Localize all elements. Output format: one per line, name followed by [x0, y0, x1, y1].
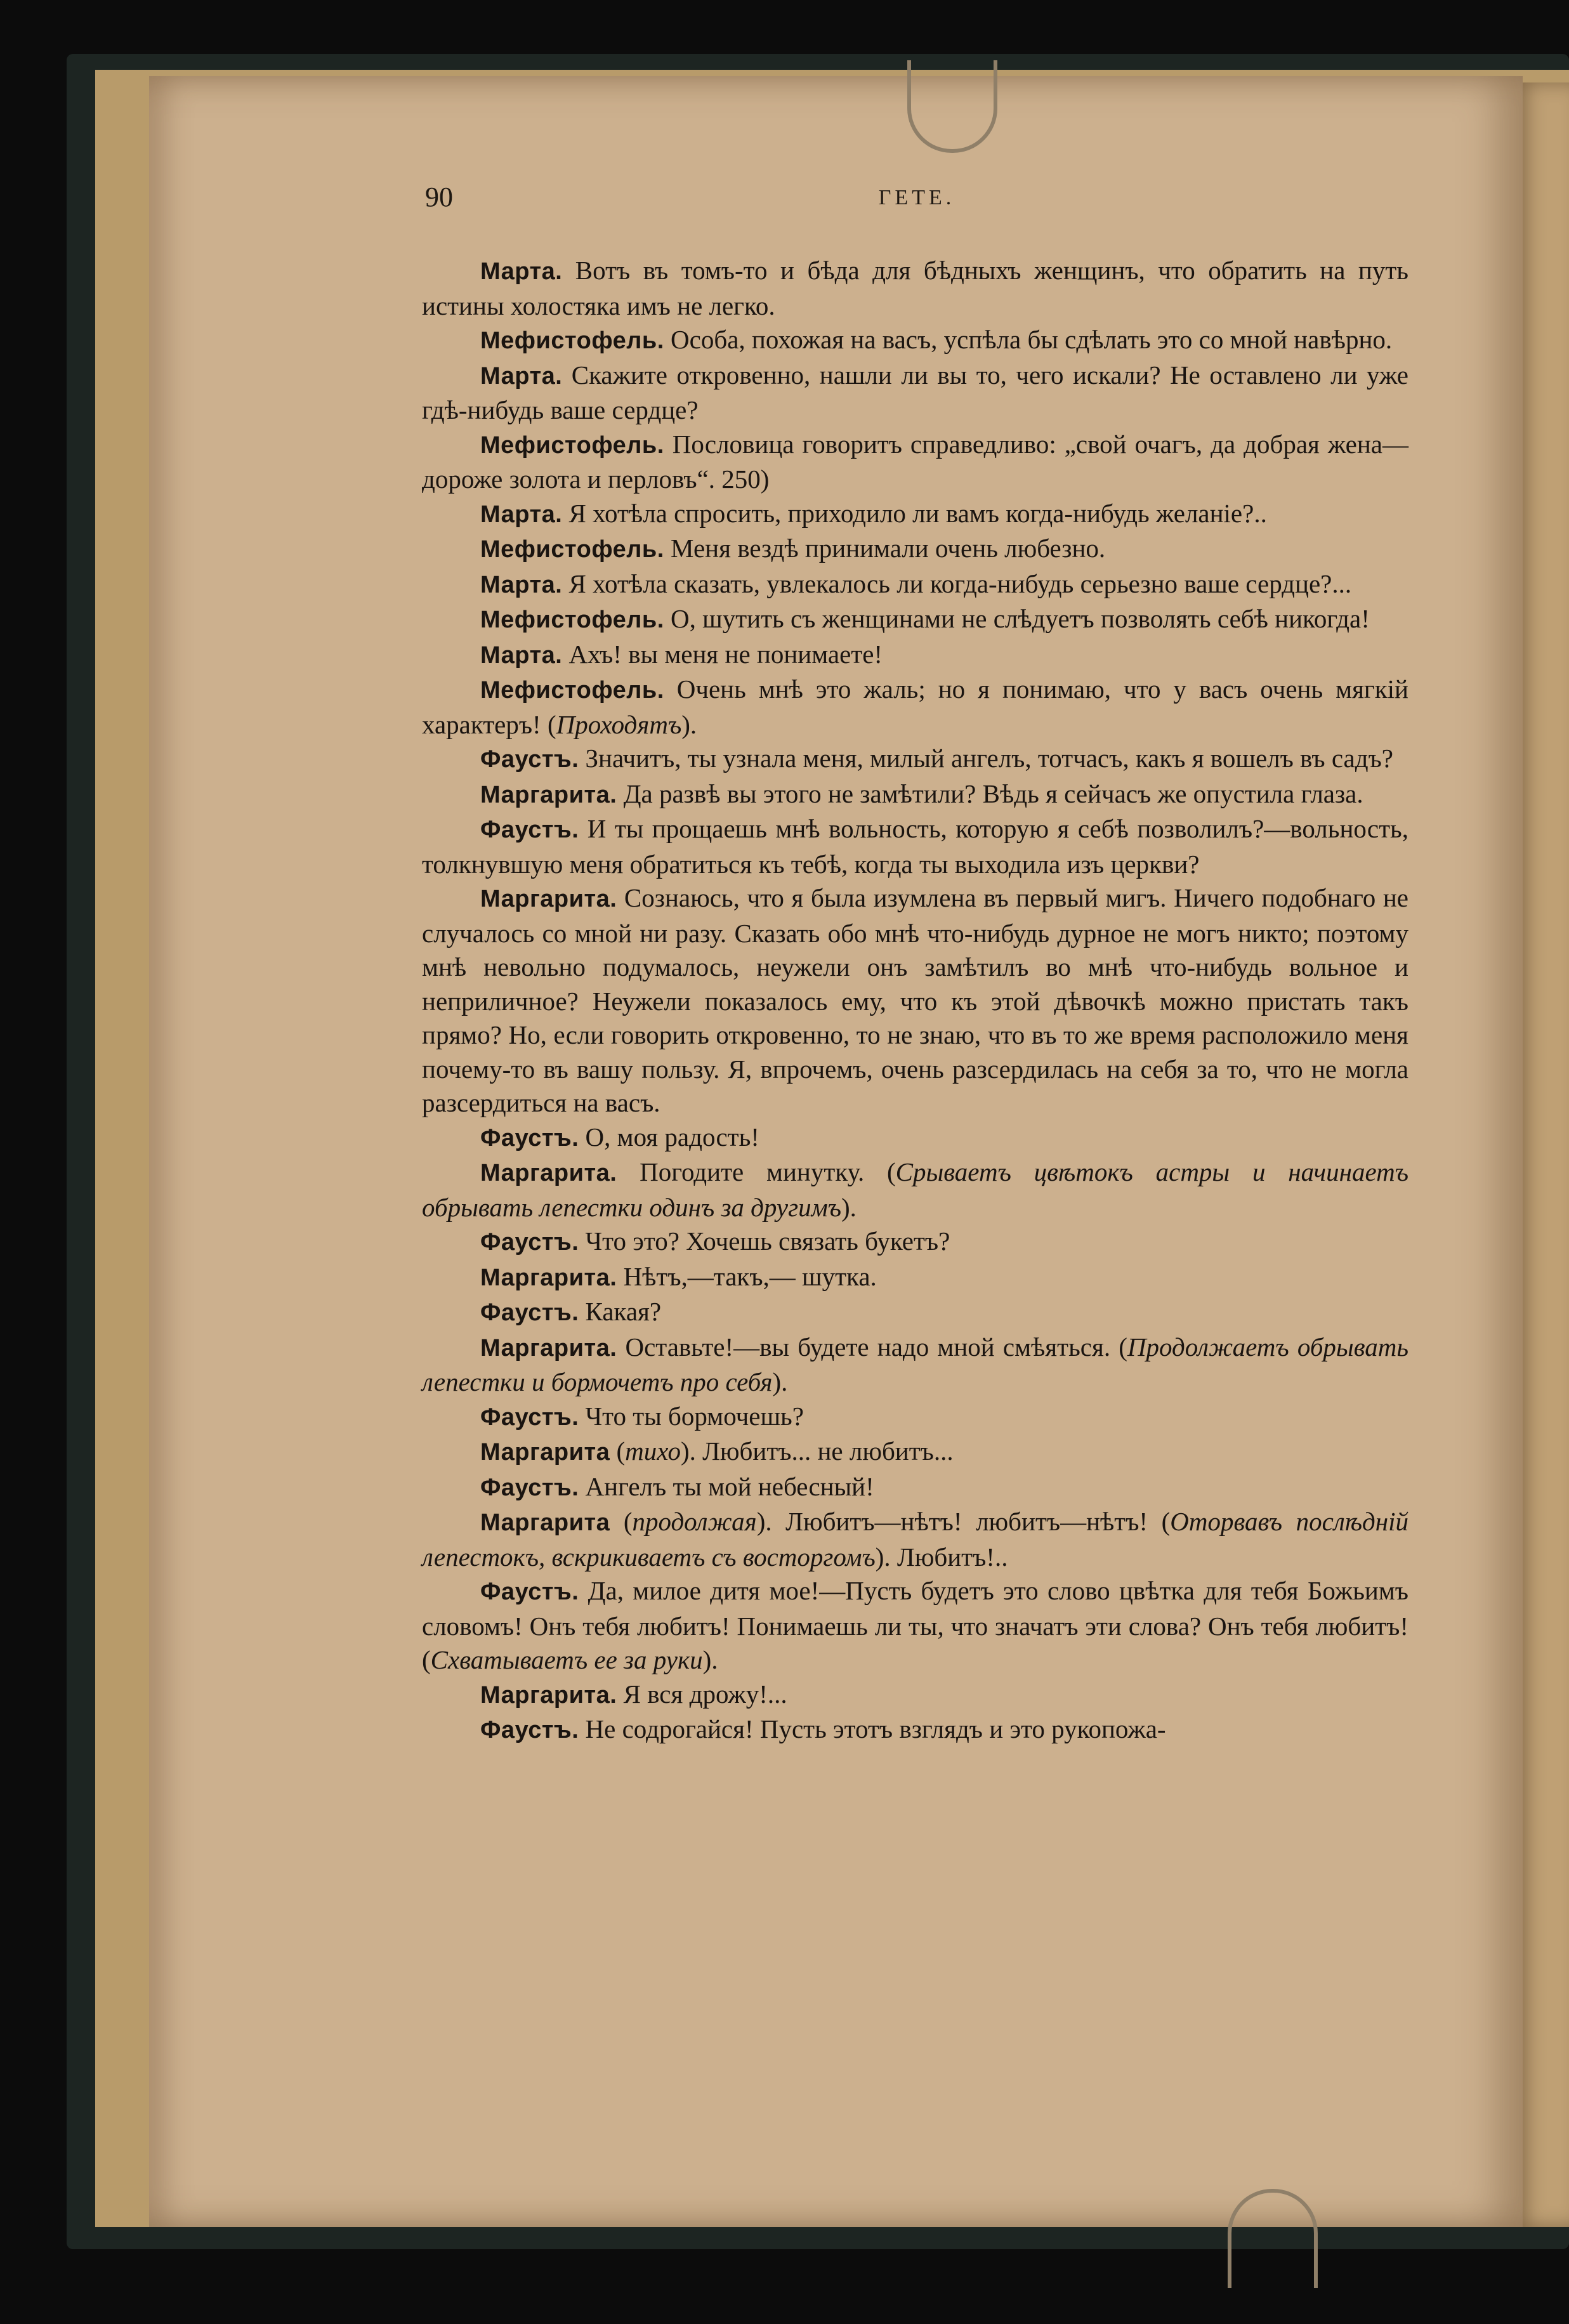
speech: (	[610, 1436, 626, 1466]
speech: Ангелъ ты мой небесный!	[579, 1471, 874, 1501]
speech: Вотъ въ томъ-то и бѣда для бѣдныхъ женщинъ, что обратить на путь истины холостяка имъ не легко.	[422, 256, 1408, 320]
dialogue-paragraph	[422, 881, 1408, 1120]
dialogue-paragraph	[422, 777, 1408, 813]
speech-tail: ).	[841, 1192, 857, 1222]
dialogue-paragraph	[422, 1434, 1408, 1470]
speech: О, моя радость!	[579, 1122, 759, 1152]
speech: Погодите минутку. (	[617, 1157, 896, 1186]
dialogue-paragraph	[422, 1330, 1408, 1400]
speech: Скажите откровенно, нашли ли вы то, чего искали? Не оставлено ли уже гдѣ-нибудь ваше сердце?	[422, 360, 1408, 424]
speaker-name: Маргарита.	[480, 781, 617, 808]
speaker-name: Фаустъ.	[480, 1717, 579, 1743]
speech: Я хотѣла сказать, увлекалось ли когда-нибудь серьезно ваше сердце?...	[562, 568, 1352, 598]
dialogue-paragraph	[422, 428, 1408, 497]
speaker-name: Маргарита.	[480, 1334, 617, 1362]
stage-direction: тихо	[625, 1436, 681, 1466]
speaker-name: Маргарита.	[480, 1681, 617, 1709]
speaker-name: Маргарита	[480, 1509, 610, 1536]
speech: Значитъ, ты узнала меня, милый ангелъ, тотчасъ, какъ я вошелъ въ садъ?	[579, 744, 1393, 773]
speaker-name: Марта.	[480, 571, 563, 598]
speech: Да развѣ вы этого не замѣтили? Вѣдь я сейчасъ же опустила глаза.	[617, 778, 1363, 808]
speech-tail: ).	[702, 1645, 718, 1674]
speech-tail: ).	[772, 1367, 788, 1396]
dialogue-paragraph	[422, 1574, 1408, 1677]
dialogue-paragraph	[422, 812, 1408, 881]
speech: Я вся дрожу!...	[617, 1679, 787, 1709]
speaker-name: Мефистофель.	[480, 536, 664, 563]
page-clip-bottom	[1228, 2189, 1318, 2288]
dialogue-paragraph	[422, 602, 1408, 638]
speech: Очень мнѣ это жаль; но я понимаю, что у васъ очень мягкій характеръ! (	[422, 674, 1408, 739]
speaker-name: Мефистофель.	[480, 677, 664, 704]
dialogue-paragraph	[422, 567, 1408, 603]
stage-direction: Продолжаетъ обрывать лепестки и бормочетъ про себя	[422, 1332, 1408, 1396]
dialogue-paragraph	[422, 673, 1408, 742]
speech: Нѣтъ,—такъ,— шутка.	[617, 1261, 877, 1291]
speech: О, шутить съ женщинами не слѣдуетъ позволять себѣ никогда!	[664, 604, 1370, 633]
dialogue-paragraph	[422, 1712, 1408, 1748]
speaker-name: Фаустъ.	[480, 1474, 579, 1501]
speech: Да, милое дитя мое!—Пусть будетъ это слово цвѣтка для тебя Божьимъ словомъ! Онъ тебя любитъ! Понимаешь ли ты, что значатъ эти слова? Онъ тебя любитъ! (	[422, 1576, 1408, 1674]
stage-direction: Схватываетъ ее за руки	[430, 1645, 703, 1674]
speaker-name: Фаустъ.	[480, 1124, 579, 1152]
speaker-name: Маргарита	[480, 1439, 610, 1466]
dialogue-paragraph	[422, 497, 1408, 532]
speaker-name: Фаустъ.	[480, 1579, 579, 1605]
speech: Ахъ! вы меня не понимаете!	[562, 639, 883, 669]
page-header	[425, 181, 1408, 219]
dialogue-paragraph	[422, 1677, 1408, 1713]
dialogue-paragraph	[422, 1260, 1408, 1296]
speech: Пословица говоритъ справедливо: „свой очагъ, да добрая жена—дороже золота и перловъ“. 250)	[422, 429, 1408, 494]
speech-tail: ). Любитъ!..	[875, 1542, 1008, 1572]
speech: (	[610, 1507, 633, 1536]
running-head: ГЕТЕ.	[878, 186, 955, 209]
speaker-name: Мефистофель.	[480, 607, 664, 633]
dialogue-paragraph	[422, 1470, 1408, 1506]
dialogue-paragraph	[422, 532, 1408, 567]
page-clip-top	[907, 60, 997, 153]
speech: Не содрогайся! Пусть этотъ взглядъ и это рукопожа-	[579, 1714, 1166, 1743]
speaker-name: Фаустъ.	[480, 1299, 579, 1326]
stage-direction: Проходятъ	[556, 709, 682, 739]
dialogue-paragraph	[422, 1505, 1408, 1574]
speech: Что ты бормочешь?	[579, 1401, 804, 1431]
speech-tail: ).	[681, 709, 697, 739]
dialogue-paragraph	[422, 1155, 1408, 1224]
speaker-name: Марта.	[480, 641, 563, 669]
speech-tail: ). Любитъ... не любитъ...	[680, 1436, 954, 1466]
dialogue-paragraph	[422, 254, 1408, 323]
speech: Какая?	[579, 1297, 662, 1326]
speaker-name: Мефистофель.	[480, 327, 664, 354]
dialogue-paragraph	[422, 358, 1408, 428]
dialogue-paragraph	[422, 1400, 1408, 1435]
speaker-name: Маргарита.	[480, 1264, 617, 1291]
stage-direction: Оторвавъ послѣдній лепестокъ, вскрикиваетъ съ восторгомъ	[422, 1507, 1409, 1572]
speaker-name: Фаустъ.	[480, 817, 579, 843]
body-text	[422, 254, 1408, 1748]
speech: Оставьте!—вы будете надо мной смѣяться. (	[617, 1332, 1127, 1362]
dialogue-paragraph	[422, 1295, 1408, 1330]
speech: Особа, похожая на васъ, успѣла бы сдѣлать это со мной навѣрно.	[664, 325, 1393, 354]
dialogue-paragraph	[422, 1224, 1408, 1260]
dialogue-paragraph	[422, 742, 1408, 777]
speaker-name: Маргарита.	[480, 1160, 617, 1186]
dialogue-paragraph	[422, 323, 1408, 358]
dialogue-paragraph	[422, 638, 1408, 673]
speaker-name: Марта.	[480, 501, 563, 528]
speech: Я хотѣла спросить, приходило ли вамъ когда-нибудь желаніе?..	[562, 498, 1267, 528]
speaker-name: Фаустъ.	[480, 746, 579, 773]
speaker-name: Марта.	[480, 258, 563, 285]
stage-direction: продолжая	[632, 1507, 757, 1536]
speech-tail: ). Любитъ—нѣтъ! любитъ—нѣтъ! (	[756, 1507, 1171, 1536]
speaker-name: Фаустъ.	[480, 1403, 579, 1431]
speaker-name: Маргарита.	[480, 886, 617, 912]
stage-direction: Срываетъ цвѣтокъ астры и начинаетъ обрывать лепестки одинъ за другимъ	[422, 1157, 1408, 1222]
speech: Сознаюсь, что я была изумлена въ первый мигъ. Ничего подобнаго не случалось со мной ни разу. Сказать обо мнѣ что-нибудь дурное не могъ никто; поэтому мнѣ невольно подумалось, неужели онъ замѣтилъ во мнѣ что-нибудь вольное и неприличное? Неужели показалось ему, что къ этой дѣвочкѣ можно пристать такъ прямо? Но, если говорить откровенно, то не знаю, что въ то же время расположило меня почему-то въ вашу пользу. Я, впрочемъ, очень разсердилась на себя за то, что не могла разсердиться на васъ.	[422, 883, 1408, 1117]
speaker-name: Марта.	[480, 362, 563, 390]
speaker-name: Фаустъ.	[480, 1229, 579, 1256]
speech: Меня вездѣ принимали очень любезно.	[664, 534, 1106, 563]
speech: И ты прощаешь мнѣ вольность, которую я себѣ позволилъ?—вольность, толкнувшую меня обратиться къ тебѣ, когда ты выходила изъ церкви?	[422, 814, 1408, 879]
dialogue-paragraph	[422, 1120, 1408, 1156]
speaker-name: Мефистофель.	[480, 431, 664, 459]
page-number: 90	[425, 181, 453, 213]
speech: Что это? Хочешь связать букетъ?	[579, 1226, 950, 1256]
